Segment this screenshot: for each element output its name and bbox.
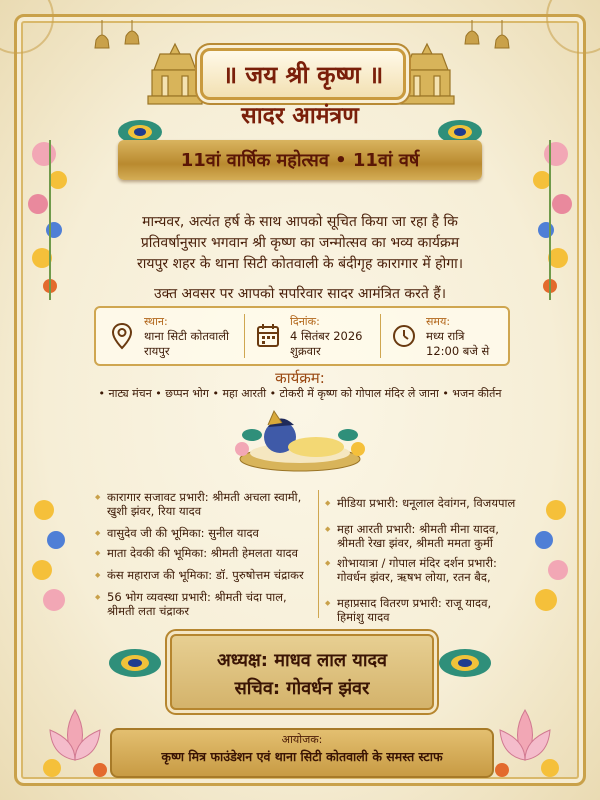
date-info	[256, 314, 376, 360]
festival-ribbon	[118, 140, 482, 180]
list-item-line: महाप्रसाद वितरण प्रभारी: राजू यादव,	[337, 596, 492, 610]
list-item-line: श्रीमती लता चंद्राकर	[107, 604, 190, 618]
officers-plate	[170, 634, 434, 710]
flower-garland-right-lower-icon	[522, 490, 578, 630]
organizer-label: आयोजक:	[281, 733, 323, 746]
column-divider	[318, 490, 319, 618]
program-heading: कार्यक्रम:	[275, 369, 325, 387]
president-name: अध्यक्ष: माधव लाल यादव	[216, 650, 388, 671]
flower-garland-right-icon	[520, 140, 580, 300]
list-item	[325, 596, 491, 624]
peacock-feather-lower-left-icon	[100, 640, 170, 686]
responsibilities-left	[95, 490, 315, 630]
title-plate	[200, 48, 406, 100]
flower-garland-left-lower-icon	[22, 490, 78, 630]
place-info	[110, 314, 240, 360]
invite-line: उक्त अवसर पर आपको सपरिवार सादर आमंत्रित करते हैं।	[153, 286, 447, 302]
list-item	[95, 526, 259, 540]
time-line1: मध्य रात्रि	[426, 329, 465, 343]
peacock-feather-lower-right-icon	[430, 640, 500, 686]
info-divider	[380, 314, 381, 358]
organizer-plate	[110, 728, 494, 778]
info-divider	[244, 314, 245, 358]
date-label: दिनांक:	[290, 315, 320, 328]
time-info	[392, 314, 502, 360]
list-item-line: खुशी झंवर, रिया यादव	[107, 504, 202, 518]
list-item	[95, 490, 301, 518]
list-item-line: महा आरती प्रभारी: श्रीमती मीना यादव,	[337, 522, 499, 536]
date-line2: शुक्रवार	[290, 344, 321, 358]
page-title: ॥ जय श्री कृष्ण ॥	[222, 60, 384, 89]
date-line1: 4 सितंबर 2026	[290, 329, 363, 343]
clock-icon	[392, 322, 416, 350]
list-item	[325, 556, 497, 584]
list-item	[95, 546, 298, 560]
list-item-line: मीडिया प्रभारी: धनूलाल देवांगन, विजयपाल	[337, 496, 516, 510]
list-item-line: श्रीमती रेखा झंवर, श्रीमती ममता कुर्मी	[337, 536, 493, 550]
secretary-name: सचिव: गोवर्धन झंवर	[234, 678, 370, 699]
list-item-line: वासुदेव जी की भूमिका: सुनील यादव	[107, 526, 259, 540]
list-item-line: माता देवकी की भूमिका: श्रीमती हेमलता यादव	[107, 546, 299, 560]
intro-line: रायपुर शहर के थाना सिटी कोतवाली के बंदीगृह कारागार में होगा।	[136, 256, 464, 272]
list-item	[325, 496, 515, 510]
time-value	[426, 329, 489, 359]
place-label: स्थान:	[144, 315, 168, 328]
place-value	[144, 329, 229, 359]
list-item-line: शोभायात्रा / गोपाल मंदिर दर्शन प्रभारी:	[337, 556, 497, 570]
flower-garland-left-icon	[20, 140, 80, 300]
time-line2: 12:00 बजे से	[426, 344, 490, 358]
place-line2: रायपुर	[144, 344, 170, 358]
list-item-line: कारागार सजावट प्रभारी: श्रीमती अचला स्वामी,	[107, 490, 302, 504]
list-item-line: हिमांशु यादव	[337, 610, 390, 624]
list-item-line: गोवर्धन झंवर, ऋषभ लोया, रतन बैद,	[337, 570, 491, 584]
festival-title: 11वां वार्षिक महोत्सव • 11वां वर्ष	[180, 150, 420, 171]
list-item	[95, 568, 304, 582]
event-info-bar	[94, 306, 510, 366]
intro-line: प्रतिवर्षानुसार भगवान श्री कृष्ण का जन्मोत्सव का भव्य कार्यक्रम	[140, 235, 460, 251]
responsibilities-right	[325, 490, 515, 630]
organizer-name: कृष्ण मित्र फाउंडेशन एवं थाना सिटी कोतवाली के समस्त स्टाफ	[161, 749, 443, 764]
invitation-subtitle: सादर आमंत्रण	[241, 103, 359, 129]
lotus-left-icon	[30, 690, 120, 780]
date-value	[290, 329, 362, 359]
time-label: समय:	[426, 315, 451, 328]
intro-paragraph	[100, 212, 500, 275]
calendar-icon	[256, 322, 280, 350]
intro-line: मान्यवर, अत्यंत हर्ष के साथ आपको सूचित किया जा रहा है कि	[142, 214, 458, 230]
location-pin-icon	[110, 322, 134, 350]
program-items: • नाट्य मंचन • छप्पन भोग • महा आरती • टोकरी में कृष्ण को गोपाल मंदिर ले जाना • भजन कीर्तन	[98, 387, 502, 400]
list-item	[95, 590, 287, 618]
place-line1: थाना सिटी कोतवाली	[144, 329, 230, 343]
list-item	[325, 522, 499, 550]
list-item-line: 56 भोग व्यवस्था प्रभारी: श्रीमती चंदा पाल,	[107, 590, 287, 604]
list-item-line: कंस महाराज की भूमिका: डॉ. पुरुषोत्तम चंद्राकर	[107, 568, 304, 582]
baby-krishna-illustration	[228, 405, 372, 475]
